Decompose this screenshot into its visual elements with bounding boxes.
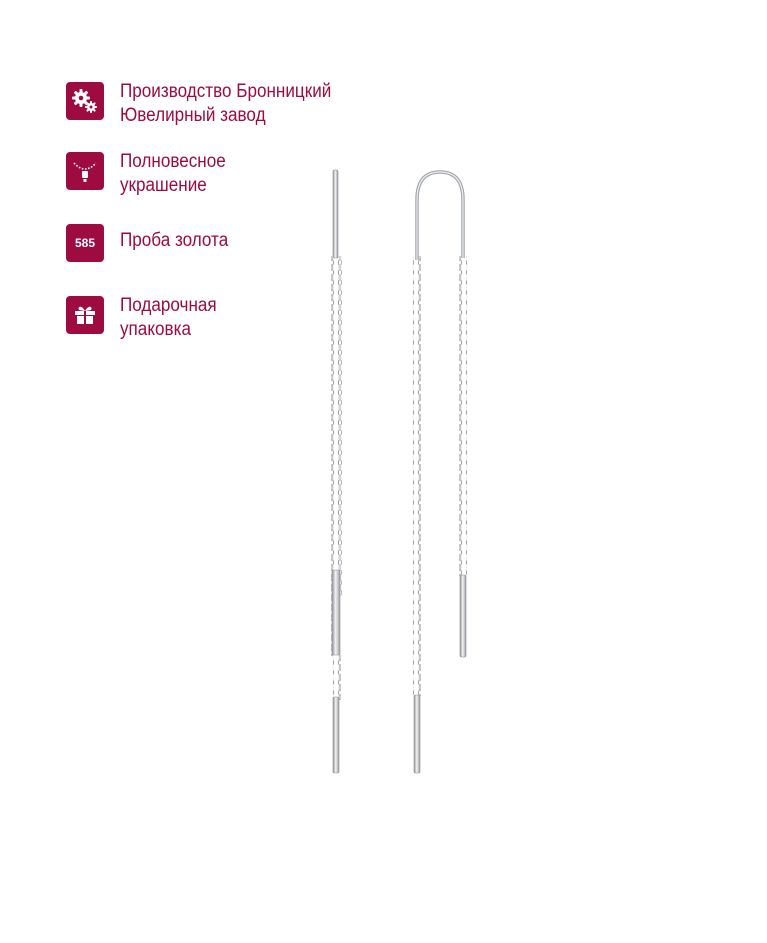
right-earring [413, 172, 467, 773]
feature-gold-standard-label: Проба золота [120, 230, 229, 251]
left-earring [331, 170, 345, 773]
feature-full-weight-label: Полновесное украшение [120, 151, 226, 196]
feature-gift-packaging-label: Подарочная упаковка [120, 295, 217, 340]
hallmark-number: 585 [74, 236, 96, 250]
feature-manufacturer-label: Производство Бронницкий Ювелирный завод [120, 81, 332, 126]
